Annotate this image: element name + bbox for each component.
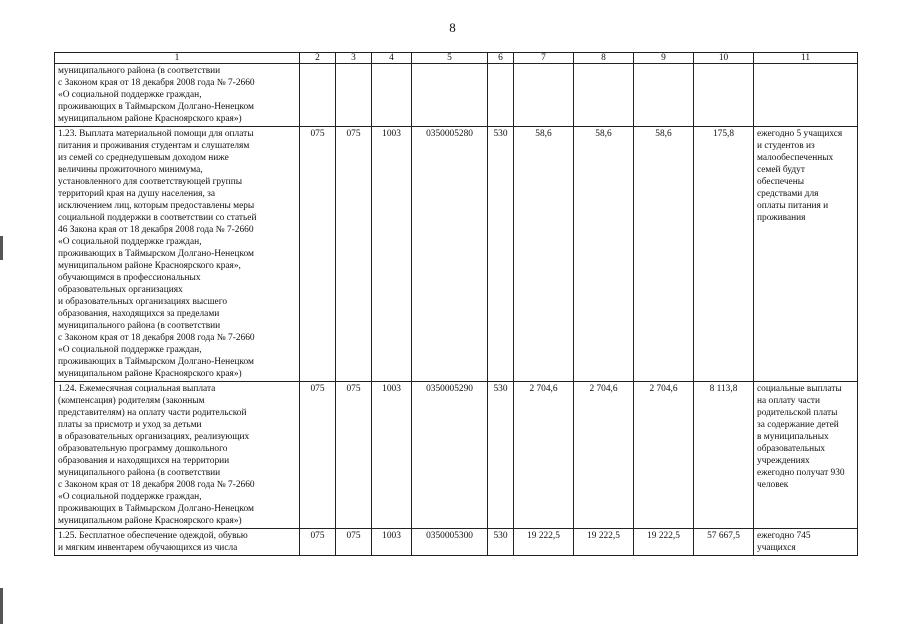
column-header: 10 [694, 53, 754, 64]
cell-col7: 58,6 [514, 127, 574, 382]
cell-col4: 1003 [372, 382, 412, 529]
cell-col8: 19 222,5 [574, 529, 634, 556]
cell-col6: 530 [488, 127, 514, 382]
cell-col7: 2 704,6 [514, 382, 574, 529]
column-header: 8 [574, 53, 634, 64]
cell-col2 [300, 64, 336, 127]
cell-col8: 58,6 [574, 127, 634, 382]
column-header: 6 [488, 53, 514, 64]
cell-col9: 58,6 [634, 127, 694, 382]
cell-col5: 0350005280 [412, 127, 488, 382]
cell-col4 [372, 64, 412, 127]
column-header: 9 [634, 53, 694, 64]
cell-col2: 075 [300, 382, 336, 529]
cell-col3: 075 [336, 382, 372, 529]
cell-col9: 19 222,5 [634, 529, 694, 556]
cell-col8 [574, 64, 634, 127]
budget-table [54, 52, 858, 556]
column-header: 4 [372, 53, 412, 64]
cell-col6 [488, 64, 514, 127]
cell-col9 [634, 64, 694, 127]
cell-col9: 2 704,6 [634, 382, 694, 529]
row-description: 1.24. Ежемесячная социальная выплата (компенсация) родителям (законным представителям) на оплату части родительской платы за присмотр и уход за детьми в образовательных организациях, реализующих образовательную программу дошкольного образования и находящихся на территории муниципального района (в соответствии с Законом края от 18 декабря 2008 года № 7-2660 «О социальной поддержке граждан, проживающих в Таймырском Долгано-Ненецком муниципальном районе Красноярского края») [55, 382, 300, 529]
row-description: 1.23. Выплата материальной помощи для оплаты питания и проживания студентам и слушателям из семей со среднедушевым доходом ниже величины прожиточного минимума, установленного для соответствующей группы территорий края на душу населения, за исключением лиц, которым предоставлены меры социальной поддержки в соответствии со статьей 46 Закона края от 18 декабря 2008 года № 7-2660 «О социальной поддержке граждан, проживающих в Таймырском Долгано-Ненецком муниципальном районе Красноярского края», обучающимся в профессиональных образовательных организациях и образовательных организациях высшего образования, находящихся за пределами муниципального района (в соответствии с Законом края от 18 декабря 2008 года № 7-2660 «О социальной поддержке граждан, проживающих в Таймырском Долгано-Ненецком муниципальном районе Красноярского края») [55, 127, 300, 382]
column-header: 7 [514, 53, 574, 64]
column-header: 1 [55, 53, 300, 64]
cell-col7 [514, 64, 574, 127]
cell-col3: 075 [336, 529, 372, 556]
page-number: 8 [449, 20, 456, 35]
cell-col2: 075 [300, 127, 336, 382]
scan-artifact [0, 588, 3, 624]
cell-col4: 1003 [372, 127, 412, 382]
row-note: ежегодно 5 учащихся и студентов из малообеспеченных семей будут обеспечены средствами для оплаты питания и проживания [754, 127, 858, 382]
table-row [55, 127, 858, 382]
row-note: ежегодно 745 учащихся [754, 529, 858, 556]
cell-col6: 530 [488, 529, 514, 556]
cell-col10: 57 667,5 [694, 529, 754, 556]
cell-col6: 530 [488, 382, 514, 529]
column-header: 2 [300, 53, 336, 64]
cell-col10: 8 113,8 [694, 382, 754, 529]
cell-col8: 2 704,6 [574, 382, 634, 529]
scan-artifact [0, 236, 3, 260]
column-header: 11 [754, 53, 858, 64]
row-note [754, 64, 858, 127]
table-row [55, 382, 858, 529]
cell-col3: 075 [336, 127, 372, 382]
row-note: социальные выплаты на оплату части родительской платы за содержание детей в муниципальных образовательных учреждениях ежегодно получат 930 человек [754, 382, 858, 529]
cell-col3 [336, 64, 372, 127]
cell-col5: 0350005300 [412, 529, 488, 556]
column-header: 3 [336, 53, 372, 64]
cell-col5 [412, 64, 488, 127]
table-row [55, 529, 858, 556]
cell-col10: 175,8 [694, 127, 754, 382]
table-row [55, 64, 858, 127]
cell-col2: 075 [300, 529, 336, 556]
column-header: 5 [412, 53, 488, 64]
cell-col10 [694, 64, 754, 127]
row-description: муниципального района (в соответствии с Законом края от 18 декабря 2008 года № 7-2660 «О социальной поддержке граждан, проживающих в Таймырском Долгано-Ненецком муниципальном районе Красноярского края») [55, 64, 300, 127]
cell-col5: 0350005290 [412, 382, 488, 529]
header-row [55, 53, 858, 64]
row-description: 1.25. Бесплатное обеспечение одеждой, обувью и мягким инвентарем обучающихся из числа [55, 529, 300, 556]
cell-col7: 19 222,5 [514, 529, 574, 556]
cell-col4: 1003 [372, 529, 412, 556]
